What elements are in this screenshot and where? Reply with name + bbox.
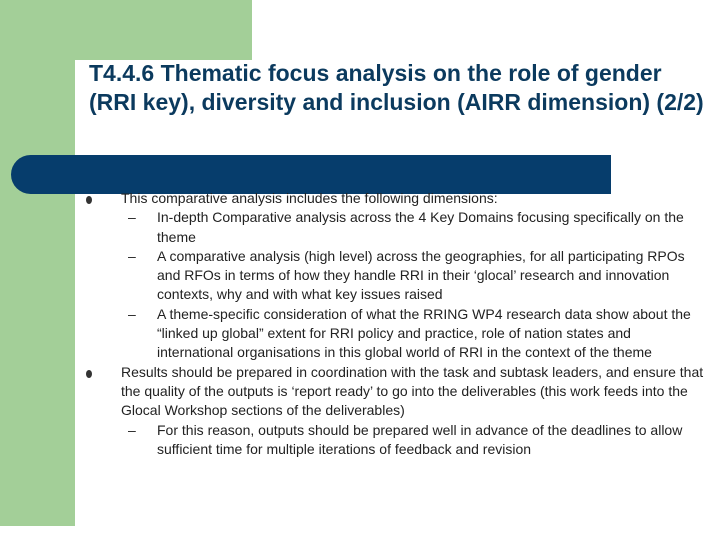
sub-bullet-text: A theme-specific consideration of what the RRING WP4 research data show about the “linked up global” extent for RRI policy and practice, role of nation states and international organisations in this global world of RRI in the context of the theme [157,305,691,361]
sub-bullet-marker: – [128,209,136,226]
slide-content [86,189,706,459]
bullet-text: This comparative analysis includes the following dimensions: [121,190,498,206]
sub-bullet-marker: – [128,247,136,264]
bullet-text: Results should be prepared in coordination with the task and subtask leaders, and ensure that the quality of the outputs is ‘report ready’ to go into the deliverables (this work feeds into the Glocal Workshop sections of the deliverables) [121,363,704,419]
slide-title: T4.4.6 Thematic focus analysis on the role of gender (RRI key), diversity and inclusion (AIRR dimension) (2/2) [89,60,704,115]
decorative-green-block [0,0,252,60]
decorative-green-strip [0,60,75,526]
bullet-item [86,189,706,363]
sub-list [121,421,706,460]
sub-bullet-marker: – [128,421,136,438]
sub-bullet-item [121,247,706,305]
sub-bullet-text: For this reason, outputs should be prepared well in advance of the deadlines to allow sufficient time for multiple iterations of feedback and revision [157,421,683,457]
bullet-marker [86,196,92,204]
sub-bullet-text: A comparative analysis (high level) across the geographies, for all participating RPOs and RFOs in terms of how they handle RRI in their ‘glocal’ research and innovation contexts, why and with what key issues raised [157,247,685,303]
sub-bullet-marker: – [128,305,136,322]
bullet-item [86,363,706,459]
sub-list [121,208,706,362]
sub-bullet-item [121,208,706,247]
sub-bullet-text: In-depth Comparative analysis across the 4 Key Domains focusing specifically on the theme [157,209,684,245]
sub-bullet-item [121,421,706,460]
bullet-marker [86,370,92,378]
sub-bullet-item [121,305,706,363]
